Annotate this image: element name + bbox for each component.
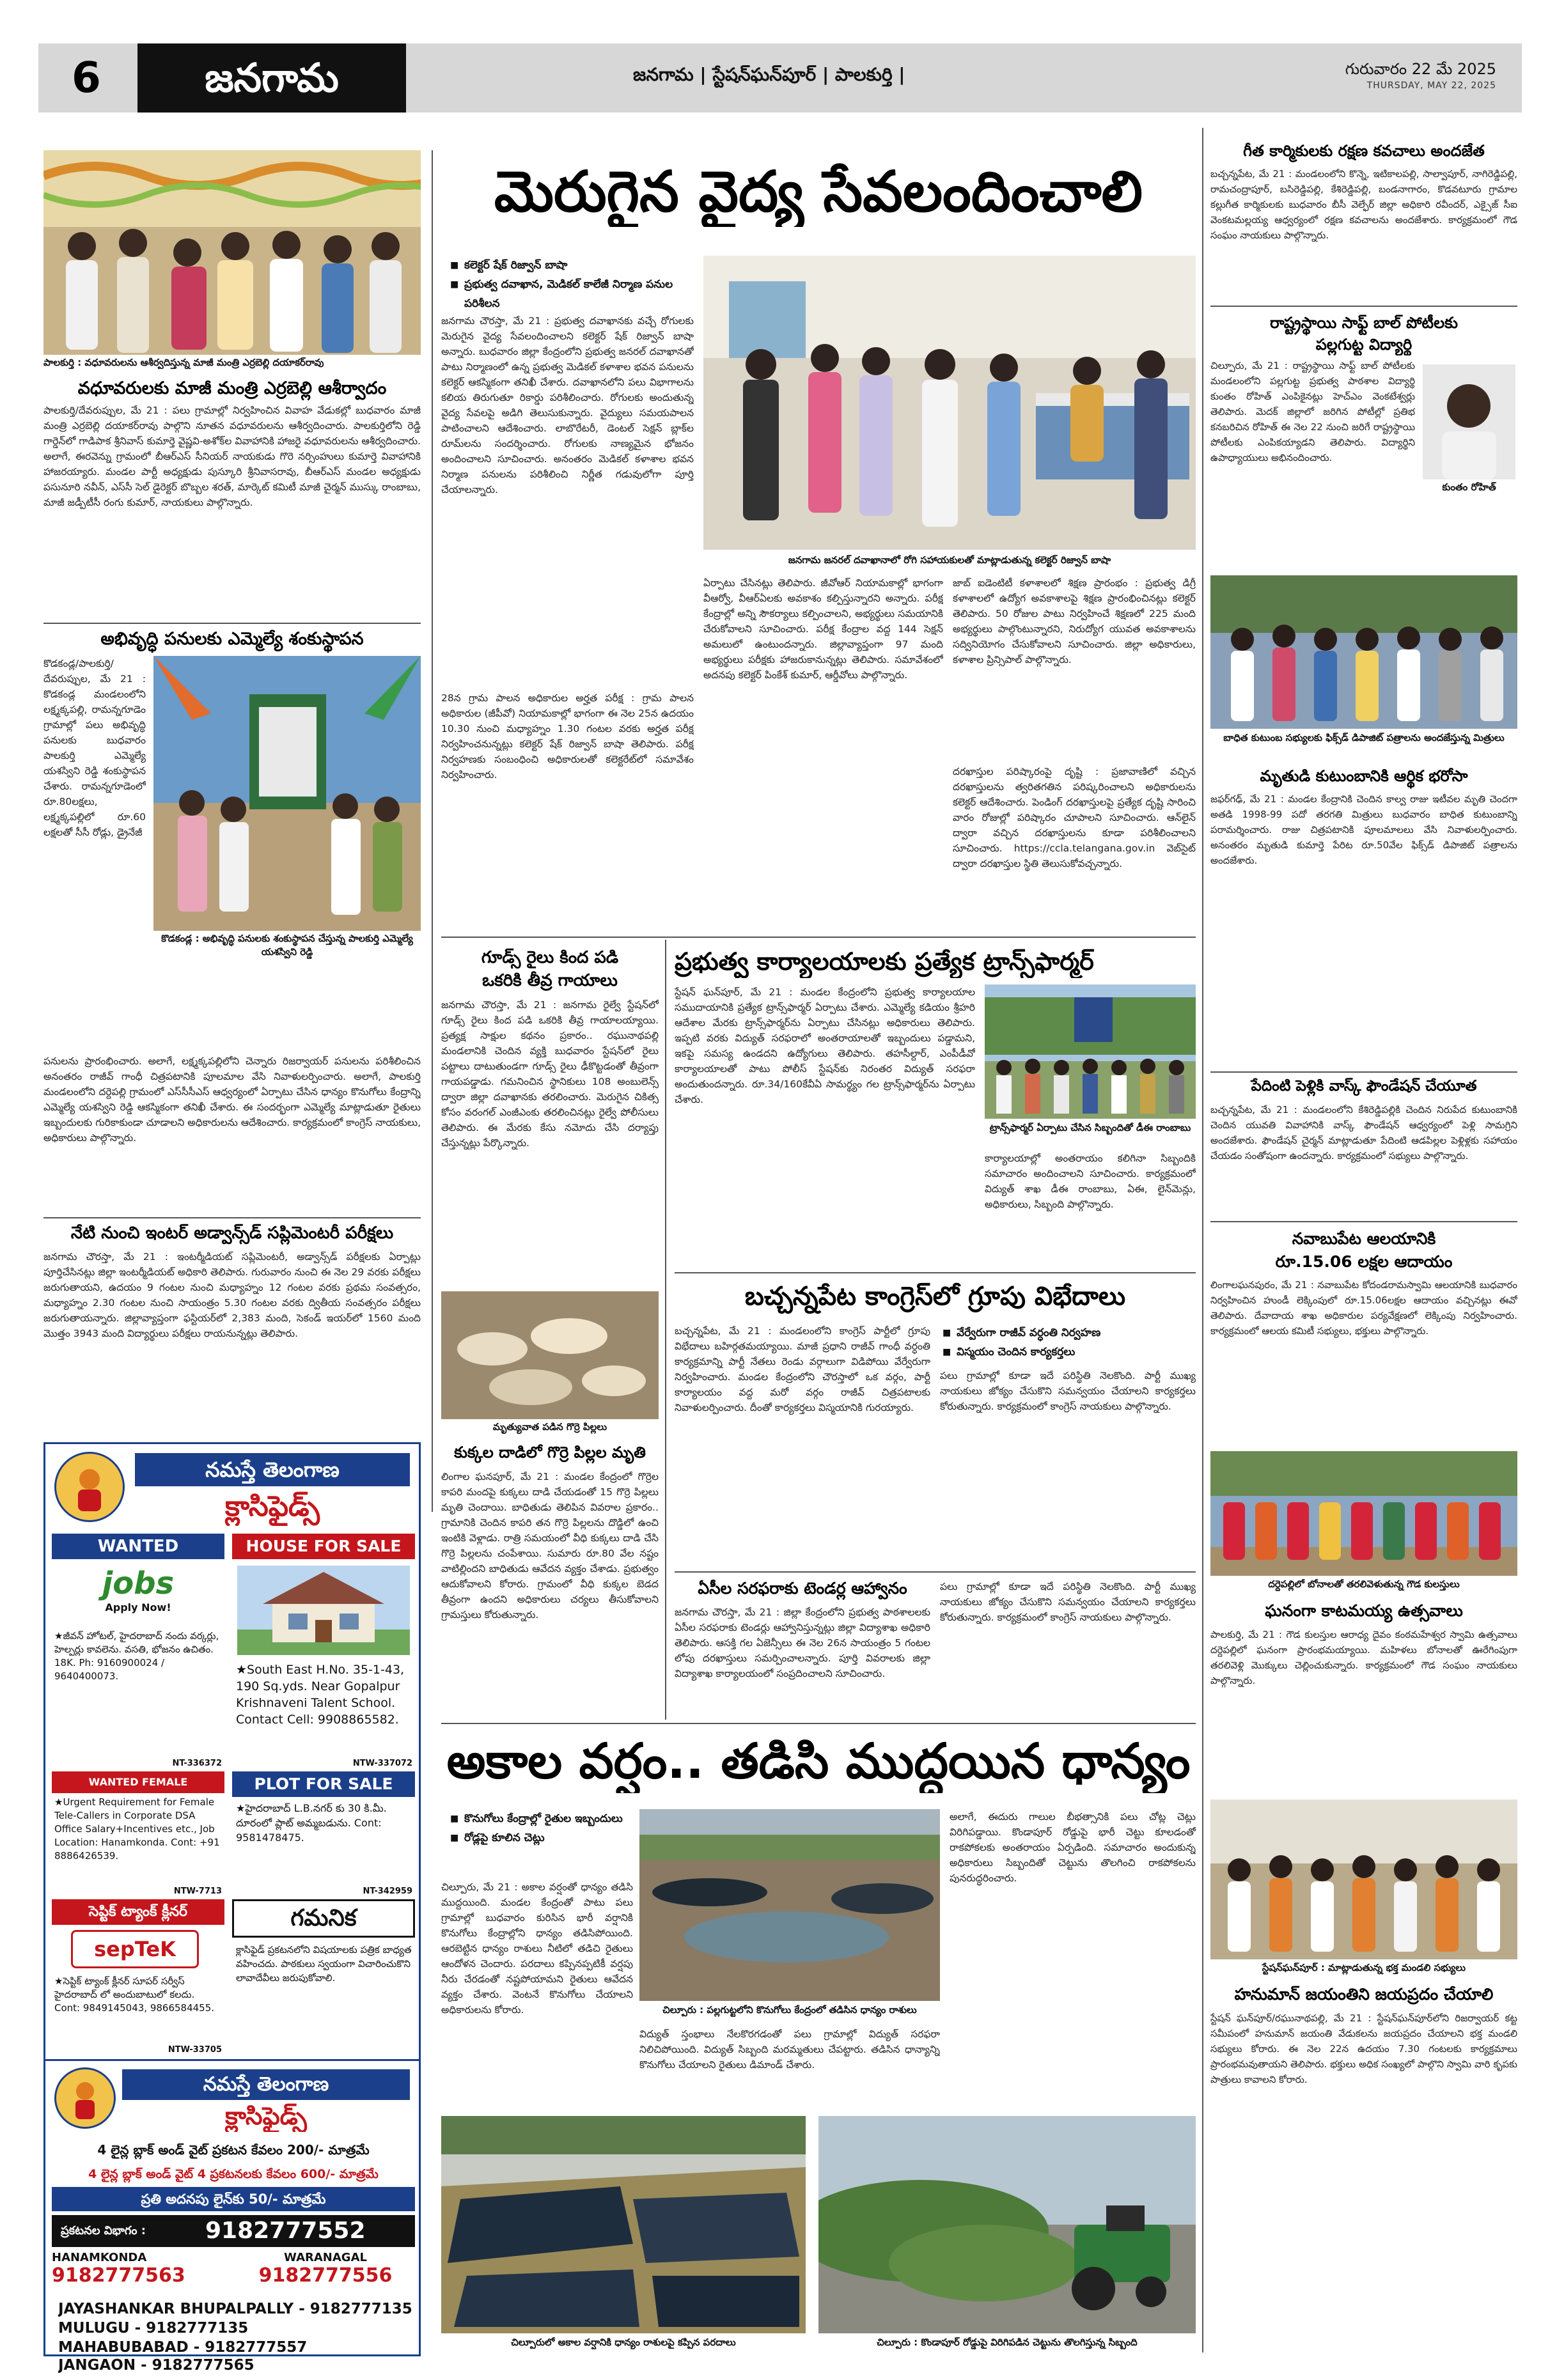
enquiry-row: ప్రకటనల విభాగం : 9182777552 [52, 2215, 415, 2247]
column-rule [432, 150, 433, 1512]
notice-label: గమనిక [232, 1899, 415, 1938]
story-body: చిల్పూరు, మే 21 : రాష్ట్రస్థాయి సాఫ్ట్ బాల్ పోటీలకు మండలంలోని పల్లగుట్ట ప్రభుత్వ పాఠశాల విద్యార్థి కుంతం రోహిత్ ఎంపికైనట్లు హెచ్‌ఎం వెంకటేశ్వర్లు తెలిపారు. మెదక్ జిల్లాలో జరిగిన పోటీల్లో ప్రతిభ కనబరిచిన రోహిత్ ఈ నెల 22 నుంచి జరిగే రాష్ట్రస్థాయి పోటీలకు ఎంపికయ్యాడని తెలిపారు. విద్యార్థిని ఉపాధ్యాయులు అభినందించారు. [1210, 360, 1415, 463]
district-contact: JAYASHANKAR BHUPALPALLY - 9182777135 [58, 2301, 412, 2317]
story-body: జఫర్‌గఢ్, మే 21 : మండల కేంద్రానికి చెందిన కాల్వ రాజు ఇటీవల మృతి చెందగా అతడి 1998-99 పదో తరగతి మిత్రులు బుధవారం బాధిత కుటుంబాన్ని పరామర్శించారు. రాజు చిత్రపటానికి పూలమాలలు వేసి నివాళులర్పించారు. అనంతరం మృతుడి కుమార్తె పేరిట రూ.50వేల ఫిక్స్‌డ్ డిపాజిట్ పత్రాలను అందజేశారు. [1210, 793, 1517, 866]
photo-caption: స్టేషన్‌ఘన్‌పూర్ : మాట్లాడుతున్న భక్త మండలి సభ్యులు [1210, 1961, 1517, 1975]
story-body: కార్యాలయాల్లో అంతరాయం కలిగినా సిబ్బందికి సమాచారం అందించాలని సూచించారు. కార్యక్రమంలో విద్యుత్ శాఖ డీఈ రాంబాబు, ఏఈ, లైన్‌మెన్లు, అధికారులు, సిబ్బంది పాల్గొన్నారు. [985, 1153, 1196, 1210]
newspaper-seal-icon [54, 2067, 116, 2129]
devotees-meeting-photo [1210, 1800, 1517, 1959]
lead-body: దరఖాస్తుల పరిష్కారంపై దృష్టి : ప్రజావాణిలో వచ్చిన దరఖాస్తులను త్వరితగతిన పరిష్కరించాలని అధికారులను కలెక్టర్ ఆదేశించారు. పెండింగ్ దరఖాస్తులపై ప్రత్యేక దృష్టి సారించి వారం రోజుల్లో పరిష్కారం చూపాలని సూచించారు. ఆన్‌లైన్ ద్వారా వచ్చిన దరఖాస్తులను కూడా పరిశీలించాలని సూచించారు. https://ccla.telangana.gov.in వెబ్‌సైట్ ద్వారా దరఖాస్తుల స్థితి తెలుసుకోవచ్చన్నారు. [953, 766, 1196, 869]
ad-category-label: PLOT FOR SALE [232, 1771, 415, 1797]
lead-bullet: ■ కలెక్టర్ షేక్ రిజ్వాన్ బాషా [448, 256, 691, 275]
story-body: చిల్పూరు, మే 21 : అకాల వర్షంతో ధాన్యం తడిసి ముద్దయింది. మండల కేంద్రంతో పాటు పలు గ్రామాల్లో బుధవారం కురిసిన భారీ వర్షానికి కొనుగోలు కేంద్రాల్లోని ధాన్యం తడిసిపోయింది. ఆరబెట్టిన ధాన్యం రాశులు నీటిలో తడిచి రైతులు ఆందోళన చెందారు. పరదాలు కప్పినప్పటికీ వర్షపు నీరు చేరడంతో నష్టపోయామని రైతులు ఆవేదన వ్యక్తం చేశారు. వెంటనే కొనుగోలు చేయాలని అధికారులను కోరారు. [441, 1881, 633, 2016]
offer-line: ప్రతి అదనపు లైన్‌కు 50/- మాత్రమే [52, 2187, 415, 2211]
section-name: జనగామ [137, 43, 406, 113]
jobs-logo: jobs Apply Now! [102, 1566, 175, 1614]
dead-lambs-photo [441, 1291, 659, 1419]
story-body: లింగాలఘనపురం, మే 21 : నవాబుపేట కోదండరామస్వామి ఆలయానికి బుధవారం నిర్వహించిన హుండీ లెక్కింపులో రూ.15.06లక్షల ఆదాయం వచ్చినట్లు ఈవో తెలిపారు. దేవాదాయ శాఖ అధికారుల పర్యవేక్షణలో లెక్కింపు నిర్వహించారు. కార్యక్రమంలో ఆలయ కమిటీ సభ్యులు, భక్తులు పాల్గొన్నారు. [1210, 1279, 1517, 1337]
story-headline: నవాబుపేట ఆలయానికి రూ.15.06 లక్షల ఆదాయం [1275, 1229, 1453, 1271]
story-body: స్టేషన్ ఘన్‌పూర్/రఘునాథపల్లి, మే 21 : స్టేషన్‌ఘన్‌పూర్‌లోని రిజర్వాయర్ కట్ట సమీపంలో హనుమాన్ జయంతి వేడుకలను జయప్రదం చేయాలని భక్త మండలి సభ్యులు కోరారు. ఈ నెల 22న ఉదయం 7.30 గంటలకు కార్యక్రమాలు ప్రారంభమవుతాయని తెలిపారు. భక్తులు అధిక సంఖ్యలో పాల్గొని స్వామి వారి కృపకు పాత్రులు కావాలని కోరారు. [1210, 2012, 1517, 2085]
story-divider [43, 623, 421, 624]
ad-category-label: సెప్టిక్ ట్యాంక్ క్లీనర్ [52, 1899, 224, 1925]
septic-logo: sepTeK [71, 1930, 199, 1968]
septic-ad-text: ★సెప్టిక్ ట్యాంక్ క్లీనర్ సూపర్ సర్వీస్ హైదరాబాద్ లో అందుబాటులో కలదు. Cont: 9849145043, 9866584455. [54, 1975, 215, 2014]
photo-caption: జనగామ జనరల్ దవాఖానాలో రోగి సహాయకులతో మాట్లాడుతున్న కలెక్టర్ రిజ్వాన్ బాషా [703, 554, 1196, 567]
newspaper-seal-icon [54, 1452, 125, 1522]
classifieds-brand: నమస్తే తెలంగాణ [122, 2069, 410, 2100]
classifieds-panel [43, 1442, 421, 2374]
story-body: పలు గ్రామాల్లో కూడా ఇదే పరిస్థితి నెలకొంది. పార్టీ ముఖ్య నాయకులు జోక్యం చేసుకొని సమన్వయం చేయాలని కార్యకర్తలు కోరుతున్నారు. కార్యక్రమంలో కాంగ్రెస్ నాయకులు పాల్గొన్నారు. [940, 1581, 1196, 1623]
story-divider [675, 1571, 1196, 1573]
story-divider [675, 1272, 1196, 1273]
story-divider [1210, 1221, 1517, 1222]
lead-bullets [448, 256, 691, 313]
page-number: 6 [38, 43, 134, 113]
family-support-photo [1210, 575, 1517, 729]
story-body: పాలకుర్తి, మే 21 : గౌడ కులస్తుల ఆరాధ్య దైవం కంఠమహేశ్వర స్వామి ఉత్సవాలు దర్దెపల్లిలో ఘనంగా ప్రారంభమయ్యాయి. మహిళలు బోనాలతో ఊరేగింపుగా తరలివెళ్లి మొక్కులు చెల్లించుకున్నారు. కార్యక్రమంలో గౌడ సంఘం నాయకులు పాల్గొన్నారు. [1210, 1629, 1517, 1686]
lead-body: ఏర్పాటు చేసినట్లు తెలిపారు. జీవోఆర్ నియామకాల్లో భాగంగా వీఆర్వో, వీఆర్ఏలకు అవకాశం కల్పిస్తున్నారని అన్నారు. పరీక్ష కేంద్రాల్లో అన్ని సౌకర్యాలు కల్పించాలని, అభ్యర్థులు సమయానికి చేరుకోవాలని సూచించారు. పరీక్ష కేంద్రాల వద్ద 144 సెక్షన్ అమలులో ఉంటుందన్నారు. జిల్లావ్యాప్తంగా 97 మంది అభ్యర్థులు పరీక్షకు హాజరుకానున్నట్లు తెలిపారు. సమావేశంలో అదనపు కలెక్టర్ పింకేశ్ కుమార్, ఆర్డీవోలు పాల్గొన్నారు. [703, 577, 943, 681]
photo-caption: చిల్పూరులో అకాల వర్షానికి ధాన్యం రాశులపై కప్పిన పరదాలు [441, 2336, 806, 2349]
story-body: బచ్చన్నపేట, మే 21 : మండలంలోని కొన్నె, ఇటికాలపల్లి, సాల్వాపూర్, నాగిరెడ్డిపల్లి, రామచంద్రాపూర్, బసిరెడ్డిపల్లి, కేశిరెడ్డిపల్లి, బండనాగారం, కొడవటూరు గ్రామాల కల్లుగీత కార్మికులకు బుధవారం బీసీ వెల్ఫేర్ జిల్లా అధికారి రవీందర్, ఎక్సైజ్ సీఐ వెంకటమల్లయ్య ఆధ్వర్యంలో రక్షణ కవచాలను అందజేశారు. కార్యక్రమంలో గౌడ సంఘం నాయకులు పాల్గొన్నారు. [1210, 168, 1517, 241]
story-headline: ఏసీల సరఫరాకు టెండర్ల ఆహ్వానం [698, 1579, 907, 1598]
story-headline: ప్రభుత్వ కార్యాలయాలకు ప్రత్యేక ట్రాన్స్‌ఫార్మర్ [675, 947, 1094, 976]
rain-bullets [448, 1809, 633, 1847]
wedding-photo [43, 150, 421, 355]
city-contact: HANAMKONDA 9182777563 [52, 2251, 185, 2287]
story-bullet: ■ విస్మయం చెందిన కార్యకర్తలు [940, 1342, 1196, 1362]
photo-caption: మృత్యువాత పడిన గొర్రె పిల్లలు [441, 1420, 659, 1434]
house-ad-text: ★South East H.No. 35-1-43, 190 Sq.yds. Near Gopalpur Krishnaveni Talent School. Contact Cell: 9908865582. [236, 1663, 405, 1727]
lead-headline: మెరుగైన వైద్య సేవలందించాలి [494, 159, 1143, 224]
student-portrait [1423, 364, 1515, 479]
bonalu-procession-photo [1210, 1451, 1517, 1576]
district-contact: MAHABUBABAD - 9182777557 [58, 2339, 308, 2356]
house-image [237, 1566, 410, 1655]
lead-body: జనగామ చౌరస్తా, మే 21 : ప్రభుత్వ దవాఖానకు వచ్చే రోగులకు మెరుగైన వైద్య సేవలందించాలని కలెక్టర్ షేక్ రిజ్వాన్ బాషా అన్నారు. బుధవారం జిల్లా కేంద్రంలోని ప్రభుత్వ జనరల్ దవాఖానతో పాటు నిర్మాణంలో ఉన్న ప్రభుత్వ మెడికల్ కళాశాల భవన పనులను కలెక్టర్ ఆకస్మికంగా తనిఖీ చేశారు. దవాఖానలోని పలు విభాగాలను కలియ తిరుగుతూ రికార్డు పరిశీలించారు. రోగులకు అందుతున్న వైద్య సేవలపై అడిగి తెలుసుకున్నారు. వైద్యులు సమయపాలన పాటించాలని ఆదేశించారు. లాబొరేటరీ, డెంటల్ సెక్షన్ బ్లాక్‌ల రూమ్‌లను సందర్శించారు. రోగులకు నాణ్యమైన భోజనం అందించాలని సూచించారు. అనంతరం మెడికల్ కళాశాల భవన నిర్మాణ పనులను పరిశీలించి నిర్ణీత గడువులోగా పూర్తి చేయాలన్నారు. [441, 315, 694, 495]
fallen-tree-photo [818, 2116, 1196, 2333]
story-headline: బచ్చన్నపేట కాంగ్రెస్‌లో గ్రూపు విభేదాలు [744, 1282, 1126, 1311]
story-bullet: ■ వేర్వేరుగా రాజీవ్ వర్ధంతి నిర్వహణ [940, 1323, 1196, 1342]
ad-code: NTW-7713 [173, 1886, 222, 1896]
story-body: కొడకండ్ల/పాలకుర్తి/దేవరుప్పుల, మే 21 : కొడకండ్ల మండలంలోని లక్ష్మక్కపల్లి, రామన్నగూడెం గ్రామాల్లో పలు అభివృద్ధి పనులకు బుధవారం పాలకుర్తి ఎమ్మెల్యే యశస్విని రెడ్డి శంకుస్థాపన చేశారు. రామన్నగూడెంలో రూ.80లక్షలు, లక్ష్మక్కపల్లిలో రూ.60 లక్షలతో సీసీ రోడ్లు, డ్రైనేజీ [43, 658, 146, 838]
story-body: విద్యుత్ స్తంభాలు నేలకొరగడంతో పలు గ్రామాల్లో విద్యుత్ సరఫరా నిలిచిపోయింది. విద్యుత్ సిబ్బంది మరమ్మతులు చేపట్టారు. తడిసిన ధాన్యాన్ని కొనుగోలు చేయాలని రైతులు డిమాండ్ చేశారు. [639, 2028, 940, 2071]
story-headline: వధూవరులకు మాజీ మంత్రి ఎర్రబెల్లి ఆశీర్వాదం [77, 378, 387, 398]
story-divider [43, 1217, 421, 1218]
ad-category-label: HOUSE FOR SALE [232, 1534, 415, 1559]
photo-caption: చిల్పూరు : పల్లగుట్టలోని కొనుగోలు కేంద్రంలో తడిసిన ధాన్యం రాశులు [639, 2003, 940, 2017]
lead-body: జాబ్ ఐడెంటిటీ కళాశాలలో శిక్షణ ప్రారంభం : ప్రభుత్వ డిగ్రీ కళాశాలలో ఉద్యోగ అవకాశాలపై శిక్షణ ప్రారంభించినట్లు కలెక్టర్ తెలిపారు. 50 రోజుల పాటు నిర్వహించే శిక్షణలో 225 మంది అభ్యర్థులు పాల్గొంటున్నారని, నిరుద్యోగ యువత అవకాశాలను సద్వినియోగం చేసుకోవాలని సూచించారు. జిల్లా అధికారులు, కళాశాల ప్రిన్సిపాల్ పాల్గొన్నారు. [953, 577, 1196, 665]
photo-caption: బాధిత కుటుంబ సభ్యులకు ఫిక్స్‌డ్ డిపాజిట్ పత్రాలను అందజేస్తున్న మిత్రులు [1210, 731, 1517, 745]
story-divider [1210, 306, 1517, 307]
story-body: జనగామ చౌరస్తా, మే 21 : జిల్లా కేంద్రంలోని ప్రభుత్వ పాఠశాలలకు ఏసీల సరఫరాకు టెండర్లు ఆహ్వానిస్తున్నట్లు జిల్లా విద్యాశాఖ అధికారి తెలిపారు. ఆసక్తి గల ఏజెన్సీలు ఈ నెల 26న సాయంత్రం 5 గంటల లోపు దరఖాస్తులు సమర్పించాలన్నారు. పూర్తి వివరాలకు జిల్లా విద్యాశాఖ కార్యాలయంలో సంప్రదించాలని సూచించారు. [675, 1606, 930, 1679]
date-english: THURSDAY, MAY 22, 2025 [1366, 81, 1496, 91]
hospital-visit-photo [703, 256, 1196, 550]
wet-grain-photo [639, 1809, 940, 2001]
story-body: బచ్చన్నపేట, మే 21 : మండలంలోని కేశిరెడ్డిపల్లికి చెందిన నిరుపేద కుటుంబానికి చెందిన యువతి వివాహానికి వాస్క్ ఫౌండేషన్ ఆధ్వర్యంలో పెళ్లి సామగ్రిని అందజేశారు. ఫౌండేషన్ చైర్మన్ మాట్లాడుతూ పేదింటి ఆడపిల్లల పెళ్లిళ్లకు సహాయం చేయడం సంతోషంగా ఉందన్నారు. కార్యక్రమంలో సభ్యులు పాల్గొన్నారు. [1210, 1104, 1517, 1162]
photo-caption: చిల్పూరు : కొండాపూర్ రోడ్డుపై విరిగిపడిన చెట్టును తొలగిస్తున్న సిబ్బంది [818, 2336, 1196, 2349]
story-body: లింగాల ఘనపూర్, మే 21 : మండల కేంద్రంలో గొర్రెల కాపరి మందపై కుక్కలు దాడి చేయడంతో 15 గొర్రె పిల్లలు మృతి చెందాయి. బాధితుడు తెలిపిన వివరాల ప్రకారం.. గ్రామానికి చెందిన కాపరి తన గొర్రె పిల్లలను దొడ్డిలో ఉంచి ఇంటికి వెళ్లాడు. రాత్రి సమయంలో వీధి కుక్కలు దాడి చేసి గొర్రె పిల్లలను చంపేశాయి. సుమారు రూ.80 వేల నష్టం వాటిల్లిందని బాధితుడు ఆవేదన వ్యక్తం చేశాడు. ప్రభుత్వం ఆదుకోవాలని కోరారు. గ్రామంలో వీధి కుక్కల బెడద తీవ్రంగా ఉందని అధికారులు చర్యలు తీసుకోవాలని గ్రామస్తులు కోరుతున్నారు. [441, 1471, 659, 1621]
district-contacts [58, 2299, 416, 2357]
story-body: పనులను ప్రారంభించారు. అలాగే, లక్ష్మక్కపల్లిలోని చెన్నారు రిజర్వాయర్ పనులను పరిశీలించిన అనంతరం రాజీవ్ గాంధీ చిత్రపటానికి పూలమాల వేసి నివాళులర్పించారు. అలాగే, పాలకుర్తి మండలంలోని దర్దెపల్లి గ్రామంలో ఎస్‌సీసీఎస్ ఆధ్వర్యంలో ఏర్పాటు చేసిన ధాన్యం కొనుగోలు కేంద్రాన్ని ఎమ్మెల్యే యశస్విని రెడ్డి ఆకస్మికంగా తనిఖీ చేశారు. ఈ సందర్భంగా ఎమ్మెల్యే మాట్లాడుతూ రైతులు ఇబ్బందులకు గురికాకుండా చూడాలని అధికారులను ఆదేశించారు. కార్యక్రమంలో కాంగ్రెస్ నాయకులు, అధికారులు పాల్గొన్నారు. [43, 1055, 421, 1144]
ad-category-label: WANTED [52, 1534, 224, 1559]
story-headline: గీత కార్మికులకు రక్షణ కవచాలు అందజేత [1243, 142, 1485, 160]
offer-line: 4 లైన్ల బ్లాక్ అండ్ వైట్ 4 ప్రకటనలకు కేవలం 600/- మాత్రమే [88, 2167, 379, 2181]
photo-caption: దర్దెపల్లిలో బోనాలతో తరలివెళుతున్న గౌడ కులస్తులు [1210, 1578, 1517, 1591]
story-divider [441, 1723, 1196, 1724]
story-body: పలు గ్రామాల్లో కూడా ఇదే పరిస్థితి నెలకొంది. పార్టీ ముఖ్య నాయకులు జోక్యం చేసుకొని సమన్వయం చేయాలని కార్యకర్తలు కోరుతున్నారు. కార్యక్రమంలో కాంగ్రెస్ నాయకులు పాల్గొన్నారు. [940, 1370, 1196, 1412]
story-headline: పేదింటి పెళ్లికి వాస్క్ ఫౌండేషన్ చేయూత [1251, 1078, 1477, 1094]
classifieds-title: క్లాసిఫైడ్స్ [225, 1490, 320, 1523]
district-contact: JANGAON - 9182777565 [58, 2357, 254, 2374]
ad-code: NTW-337072 [352, 1759, 412, 1768]
district-contact: MULUGU - 9182777135 [58, 2320, 249, 2337]
story-headline: హనుమాన్ జయంతిని జయప్రదం చేయాలి [1234, 1985, 1494, 2003]
story-headline: కుక్కల దాడిలో గొర్రె పిల్లల మృతి [454, 1443, 646, 1461]
story-headline: ఘనంగా కాటమయ్య ఉత్సవాలు [1265, 1601, 1463, 1620]
story-headline: రాష్ట్రస్థాయి సాఫ్ట్ బాల్ పోటీలకు పల్లగుట్ట విద్యార్థి [1270, 314, 1458, 354]
story-headline: మృతుడి కుటుంబానికి ఆర్థిక భరోసా [1260, 767, 1468, 785]
edition-names: జనగామ | స్టేషన్‌ఘన్‌పూర్ | పాలకుర్తి | [633, 64, 905, 85]
story-divider [441, 937, 1196, 938]
story-headline: నేటి నుంచి ఇంటర్ అడ్వాన్స్‌డ్ సప్లిమెంటరీ పరీక్షలు [70, 1224, 394, 1243]
story-headline: అభివృద్ధి పనులకు ఎమ్మెల్యే శంకుస్థాపన [100, 629, 364, 649]
wanted-ad-text: ★జీవన్ హోటల్, హైదరాబాద్ నందు వర్కర్లు, హెల్పర్లు కావలెను. వసతి, భోజనం ఉచితం. 18K. Ph: 9160900024 / 9640400073. [54, 1630, 219, 1682]
photo-caption: పాలకుర్తి : వధూవరులను ఆశీర్వదిస్తున్న మాజీ మంత్రి ఎర్రబెల్లి దయాకర్‌రావు [43, 356, 421, 369]
lead-body: 28న గ్రామ పాలన అధికారుల అర్హత పరీక్ష : గ్రామ పాలన అధికారుల (జీపీవో) నియామకాల్లో భాగంగా ఈ నెల 25న ఉదయం 10.30 నుంచి మధ్యాహ్నం 1.30 గంటల వరకు అర్హత పరీక్ష నిర్వహించనున్నట్లు కలెక్టర్ షేక్ రిజ్వాన్ బాషా తెలిపారు. పరీక్ష నిర్వహణకు సంబంధించి అధికారులతో కలెక్టరేట్‌లో సమావేశం నిర్వహించారు. [441, 692, 694, 781]
rain-headline: అకాల వర్షం.. తడిసి ముద్దయిన ధాన్యం [446, 1732, 1191, 1789]
story-body: స్టేషన్ ఘన్‌పూర్, మే 21 : మండల కేంద్రంలోని ప్రభుత్వ కార్యాలయాల సముదాయానికి ప్రత్యేక ట్రాన్స్‌ఫార్మర్ ఏర్పాటు చేశారు. ఎమ్మెల్యే కడియం శ్రీహరి ఆదేశాల మేరకు ట్రాన్స్‌ఫార్మర్‌ను ఏర్పాటు చేసినట్లు అధికారులు తెలిపారు. ఇప్పటి వరకు విద్యుత్ సరఫరాలో అంతరాయాలతో ఇబ్బందులు పడ్డామని, ఇకపై సమస్య ఉండదని ఉద్యోగులు తెలిపారు. తహసీల్దార్, ఎంపీడీవో కార్యాలయాలతో పాటు పోలీస్ స్టేషన్‌కు నిరంతర విద్యుత్ సరఫరా అందుతుందన్నారు. రూ.34/160కేవీఏ సామర్థ్యం గల ట్రాన్స్‌ఫార్మర్‌ను ఏర్పాటు చేశారు. [675, 986, 975, 1105]
rain-bullet: ■ రోడ్లపై కూలిన చెట్లు [448, 1828, 633, 1847]
tarpaulin-grain-photo [441, 2116, 806, 2333]
offer-line: 4 లైన్ల బ్లాక్ అండ్ వైట్ ప్రకటన కేవలం 200/- మాత్రమే [97, 2142, 370, 2158]
ad-code: NT-336372 [172, 1759, 222, 1768]
photo-caption: కొడకండ్ల : అభివృద్ధి పనులకు శంకుస్థాపన చేస్తున్న పాలకుర్తి ఎమ్మెల్యే యశస్విని రెడ్డి [153, 932, 421, 959]
classifieds-title: క్లాసిఫైడ్స్ [225, 2102, 307, 2130]
story-body: జనగామ చౌరస్తా, మే 21 : ఇంటర్మీడియట్ సప్లిమెంటరీ, అడ్వాన్స్‌డ్ పరీక్షలకు ఏర్పాట్లు పూర్తిచేసినట్లు జిల్లా ఇంటర్మీడియట్ అధికారి తెలిపారు. గురువారం నుంచి ఈ నెల 29 వరకు పరీక్షలు జరుగుతాయని, ఉదయం 9 గంటల నుంచి మధ్యాహ్నం 12 గంటల వరకు ప్రథమ సంవత్సరం, మధ్యాహ్నం 2.30 గంటల నుంచి సాయంత్రం 5.30 గంటల వరకు ద్వితీయ సంవత్సరం పరీక్షలు జరుగుతాయన్నారు. జిల్లావ్యాప్తంగా ఫస్టియర్‌లో 2,383 మంది, సెకండ్ ఇయర్‌లో 1560 మంది మొత్తం 3943 మంది విద్యార్థులు పరీక్షలు రాయనున్నట్లు తెలిపారు. [43, 1251, 421, 1339]
photo-caption: కుంతం రోహిత్ [1423, 481, 1515, 494]
column-rule [1202, 128, 1203, 2353]
story-bullets [940, 1323, 1196, 1362]
story-divider [1210, 1071, 1517, 1073]
photo-caption: ట్రాన్స్‌ఫార్మర్ ఏర్పాటు చేసిన సిబ్బందితో డీఈ రాంబాబు [985, 1121, 1196, 1135]
lead-bullet: ■ ప్రభుత్వ దవాఖాన, మెడికల్ కాలేజీ నిర్మాణ పనుల పరిశీలన [448, 275, 691, 313]
story-headline: గూడ్స్ రైలు కింద పడి ఒకరికి తీవ్ర గాయాలు [481, 948, 619, 990]
story-body: బచ్చన్నపేట, మే 21 : మండలంలోని కాంగ్రెస్ పార్టీలో గ్రూపు విభేదాలు బహిర్గతమయ్యాయి. మాజీ ప్రధాని రాజీవ్ గాంధీ వర్ధంతి కార్యక్రమాన్ని పార్టీ నేతలు రెండు వర్గాలుగా విడిపోయి వేర్వేరుగా నిర్వహించారు. మండల కేంద్రంలోని చౌరస్తాలో ఒక వర్గం, పార్టీ కార్యాలయం వద్ద మరో వర్గం రాజీవ్ చిత్రపటాలకు నివాళులర్పించారు. దీంతో కార్యకర్తలు విస్మయానికి గురయ్యారు. [675, 1325, 930, 1413]
story-body: పాలకుర్తి/దేవరుప్పుల, మే 21 : పలు గ్రామాల్లో నిర్వహించిన వివాహ వేడుకల్లో బుధవారం మాజీ మంత్రి ఎర్రబెల్లి దయాకర్‌రావు పాల్గొని నూతన వధూవరులను ఆశీర్వదించారు. పాలకుర్తిలోని రెడ్డి గార్డెన్‌లో గాడిపాక శ్రీనివాస్ కుమార్తె వైష్ణవి-అశోక్‌ల వివాహానికి హాజరై వధూవరులను ఆశీర్వదించారు. అలాగే, ఈరవెన్ను గ్రామంలో బీఆర్ఎస్ సీనియర్ నాయకుడు గొరె నర్సింహులు కుమార్తె వివాహానికి హాజరయ్యారు. మండల పార్టీ అధ్యక్షుడు పుస్కూరి శ్రీనివాసరావు, బీఆర్ఎస్ మండల అధ్యక్షుడు పసునూరి నవీన్, ఎస్‌సీ సెల్ డైరెక్టర్ బొబ్బల శరత్, మార్కెట్ కమిటీ మాజీ చైర్మన్ ముస్కు రాంబాబు, మాజీ జడ్పీటీసీ రంగు కుమార్, నాయకులు పాల్గొన్నారు. [43, 405, 421, 508]
classifieds-brand: నమస్తే తెలంగాణ [135, 1453, 410, 1486]
foundation-stone-photo [153, 656, 421, 931]
city-contact: WARANAGAL 9182777556 [258, 2251, 393, 2287]
ad-code: NTW-33705 [168, 2045, 222, 2055]
transformer-photo [985, 984, 1196, 1119]
telecallers-ad-text: ★Urgent Requirement for Female Tele-Callers in Corporate DSA Office Salary+Incentives etc., Job Location: Hanamkonda. Cont: +91 8886426539. [54, 1796, 220, 1862]
ad-code: NT-342959 [363, 1886, 412, 1896]
notice-text: క్లాసిఫైడ్ ప్రకటనలోని విషయాలకు పత్రిక బాధ్యత వహించదు. పాఠకులు స్వయంగా విచారించుకొని లావాదేవీలు జరుపుకోవాలి. [236, 1944, 412, 1984]
story-body: జనగామ చౌరస్తా, మే 21 : జనగామ రైల్వే స్టేషన్‌లో గూడ్స్ రైలు కింద పడి ఒకరికి తీవ్ర గాయాలయ్యాయి. ప్రత్యక్ష సాక్షుల కథనం ప్రకారం.. రఘునాథపల్లి మండలానికి చెందిన వ్యక్తి బుధవారం స్టేషన్‌లో రైలు పట్టాలు దాటుతుండగా గూడ్స్ రైలు ఢీకొట్టడంతో తీవ్రంగా గాయపడ్డాడు. గమనించిన స్థానికులు 108 అంబులెన్స్ ద్వారా జిల్లా దవాఖానకు తరలించారు. మెరుగైన చికిత్స కోసం వరంగల్ ఎంజీఎంకు తరలించినట్లు రైల్వే పోలీసులు తెలిపారు. ఈ మేరకు కేసు నమోదు చేసి దర్యాప్తు చేస్తున్నట్లు పేర్కొన్నారు. [441, 999, 659, 1149]
plot-ad-text: ★హైదరాబాద్ L.B.నగర్ కు 30 కి.మీ. దూరంలో ప్లాట్ అమ్మబడును. Cont: 9581478475. [236, 1802, 387, 1844]
column-rule [665, 940, 666, 1720]
ad-category-label: WANTED FEMALE [52, 1771, 224, 1793]
story-body: అలాగే, ఈదురు గాలుల బీభత్సానికి పలు చోట్ల చెట్లు విరిగిపడ్డాయి. కొండాపూర్ రోడ్డుపై భారీ చెట్టు కూలడంతో రాకపోకలకు అంతరాయం ఏర్పడింది. సమాచారం అందుకున్న అధికారులు సిబ్బందితో చెట్టును తొలగించి రాకపోకలను పునరుద్ధరించారు. [950, 1811, 1196, 1884]
rain-bullet: ■ కొనుగోలు కేంద్రాల్లో రైతుల ఇబ్బందులు [448, 1809, 633, 1828]
date-telugu: గురువారం 22 మే 2025 [1345, 60, 1496, 78]
